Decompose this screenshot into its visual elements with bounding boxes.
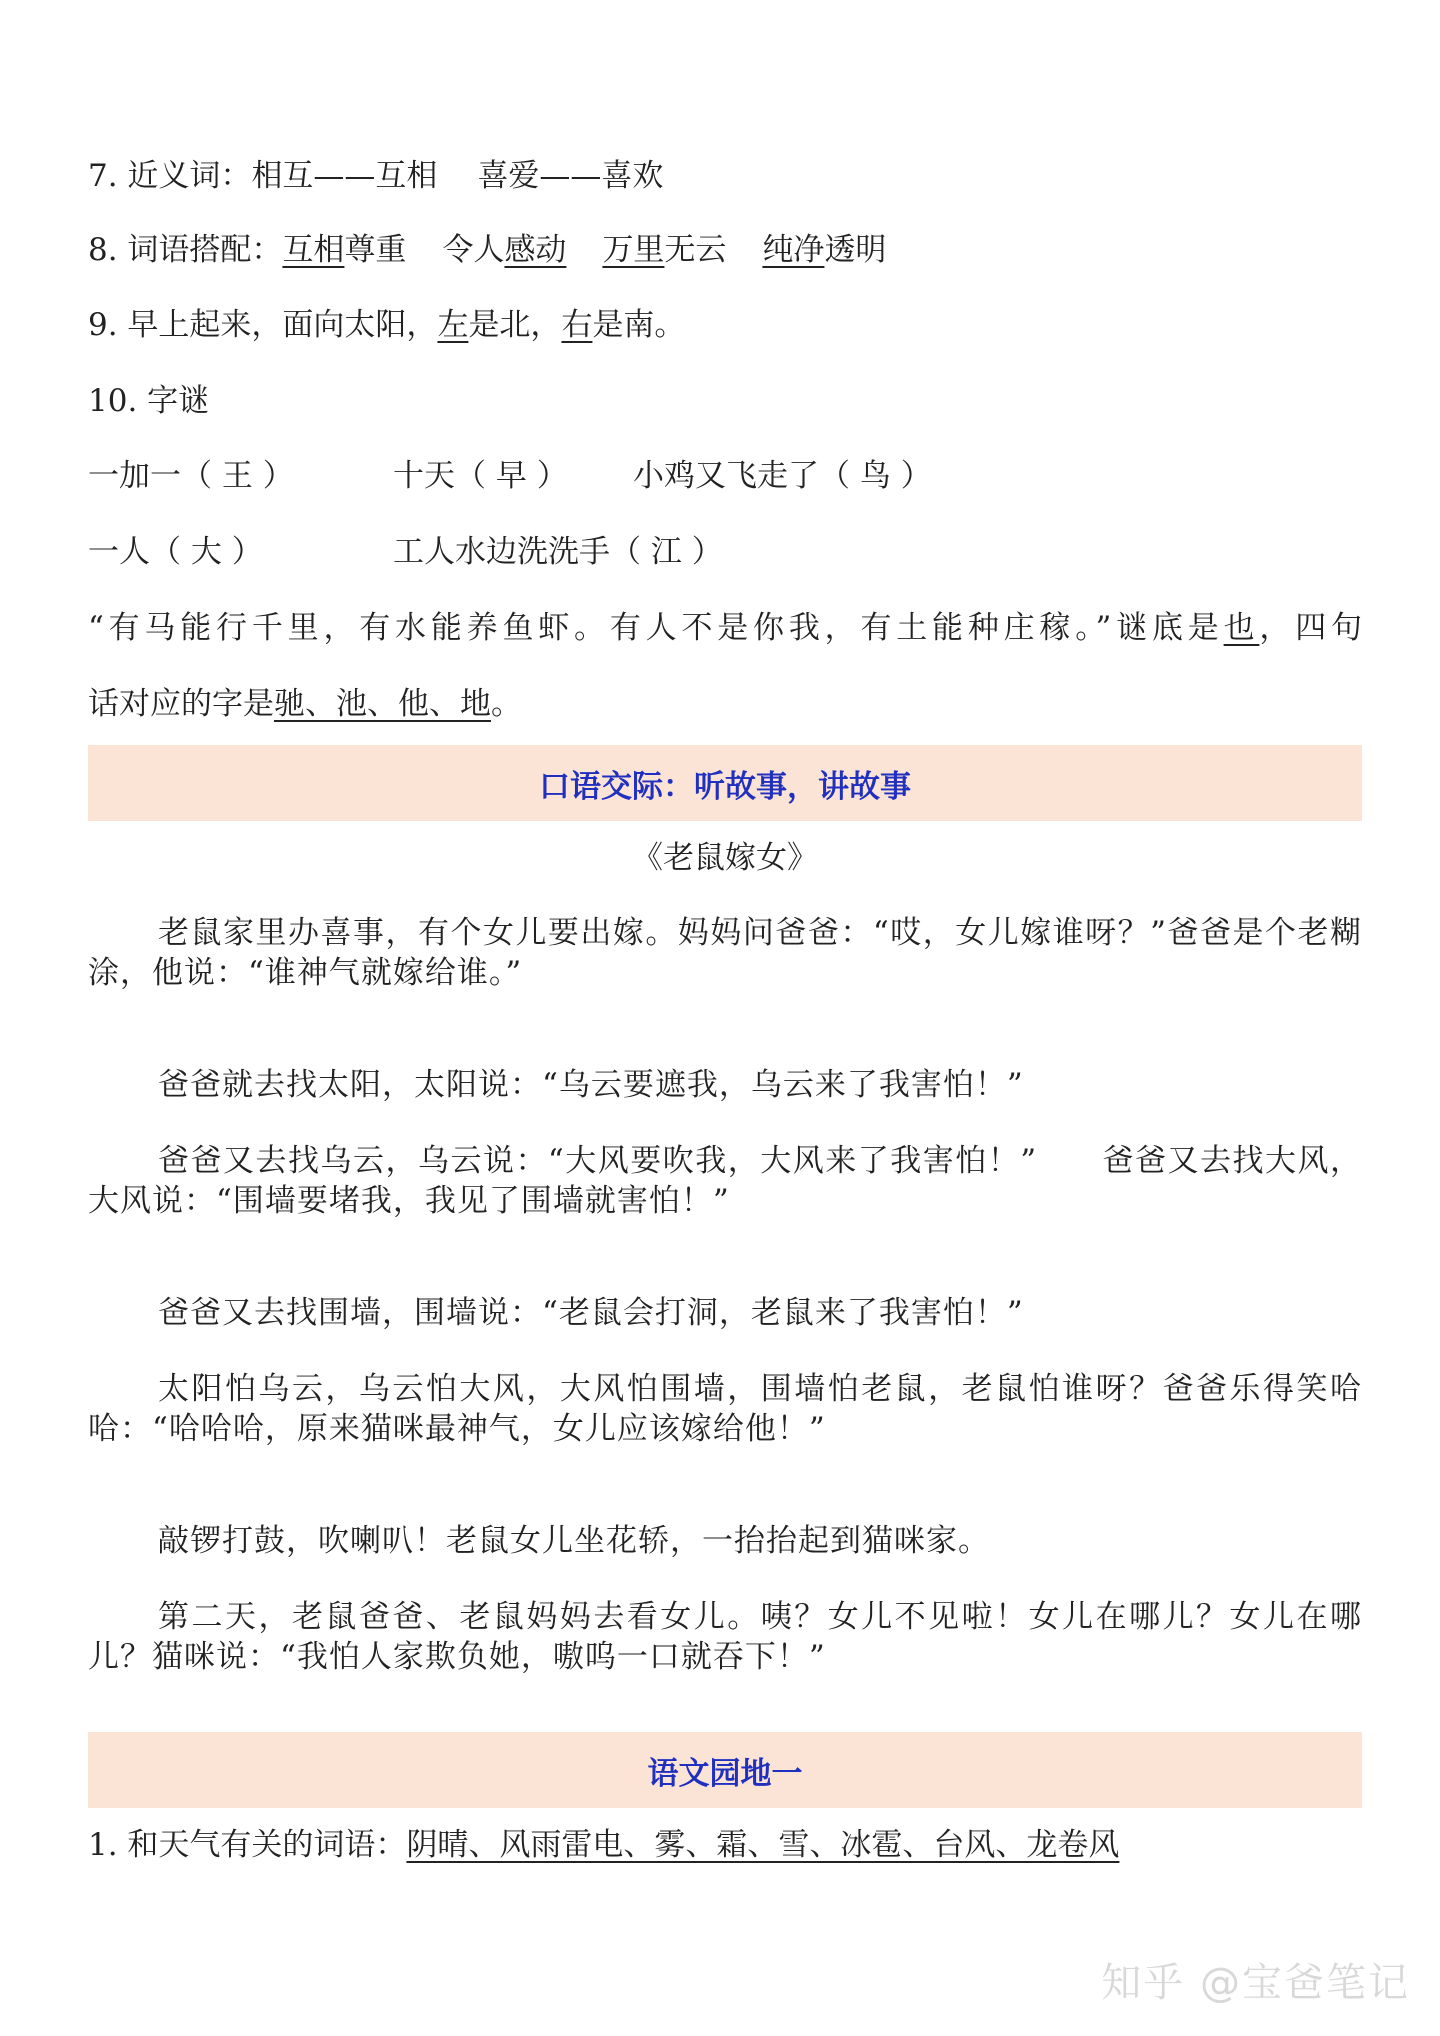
riddle-poem-text-c: 话对应的字是 bbox=[88, 686, 274, 722]
riddle-poem-chars: 驰、池、他、地 bbox=[274, 686, 491, 722]
section-oral-heading: 口语交际：听故事，讲故事 bbox=[539, 768, 911, 805]
synonyms-pair-1: 相互——互相 bbox=[251, 158, 438, 194]
collocation-3-text: 无云 bbox=[664, 232, 727, 268]
story-paragraph-2: 爸爸就去找太阳，太阳说：“乌云要遮我，乌云来了我害怕！” bbox=[158, 1067, 1024, 1103]
story-paragraph-1: 老鼠家里办喜事，有个女儿要出嫁。妈妈问爸爸：“哎，女儿嫁谁呀？”爸爸是个老糊涂，他说：“谁神气就嫁给谁。” bbox=[88, 915, 1362, 991]
story-title: 《老鼠嫁女》 bbox=[632, 840, 818, 876]
riddle-poem-text-d: 。 bbox=[491, 686, 522, 722]
riddle-row-2 bbox=[88, 532, 723, 572]
section-garden-heading-banner bbox=[88, 1732, 1362, 1808]
collocation-4-underlined: 纯净 bbox=[762, 232, 825, 268]
riddle-poem-answer: 也 bbox=[1223, 610, 1260, 646]
riddle-3: 小鸡又飞走了（ 鸟 ） bbox=[633, 458, 932, 494]
collocation-3-underlined: 万里 bbox=[602, 232, 665, 268]
collocation-1-underlined: 互相 bbox=[282, 232, 345, 268]
collocation-label: 8. 词语搭配： bbox=[88, 232, 283, 268]
section-oral-heading-banner bbox=[88, 745, 1362, 821]
riddle-1: 一加一（ 王 ） bbox=[88, 458, 294, 494]
weather-words-line bbox=[88, 1825, 1119, 1865]
direction-text-c: 是南。 bbox=[592, 307, 686, 343]
riddle-label: 10. 字谜 bbox=[88, 383, 210, 419]
section-garden-heading: 语文园地一 bbox=[647, 1755, 803, 1792]
riddle-poem-line-1 bbox=[88, 608, 1362, 648]
direction-left: 左 bbox=[437, 307, 469, 343]
story-paragraph-6: 敲锣打鼓，吹喇叭！老鼠女儿坐花轿，一抬抬起到猫咪家。 bbox=[158, 1523, 990, 1559]
collocation-line bbox=[88, 230, 886, 270]
riddle-poem-line-2 bbox=[88, 684, 522, 724]
synonyms-line bbox=[88, 156, 663, 196]
riddle-5: 工人水边洗洗手（ 江 ） bbox=[393, 534, 723, 570]
weather-words: 阴晴、风雨雷电、雾、霜、雪、冰雹、台风、龙卷风 bbox=[406, 1827, 1120, 1863]
direction-line bbox=[88, 305, 685, 345]
synonyms-label: 7. 近义词： bbox=[88, 158, 252, 194]
riddle-poem-text-b: ，四句 bbox=[1259, 610, 1363, 646]
direction-text-a: 9. 早上起来，面向太阳， bbox=[88, 307, 438, 343]
riddle-poem-text: “有马能行千里，有水能养鱼虾。有人不是你我，有土能种庄稼。”谜底是 bbox=[88, 610, 1224, 646]
collocation-4-text: 透明 bbox=[824, 232, 887, 268]
direction-text-b: 是北， bbox=[468, 307, 562, 343]
story-paragraph-7: 第二天，老鼠爸爸、老鼠妈妈去看女儿。咦？女儿不见啦！女儿在哪儿？女儿在哪儿？猫咪说：“我怕人家欺负她，嗷呜一口就吞下！” bbox=[88, 1599, 1362, 1675]
story-paragraph-3: 爸爸又去找乌云，乌云说：“大风要吹我，大风来了我害怕！” 爸爸又去找大风，大风说：“围墙要堵我，我见了围墙就害怕！” bbox=[88, 1143, 1362, 1219]
weather-label: 1. 和天气有关的词语： bbox=[88, 1827, 407, 1863]
story-paragraph-4: 爸爸又去找围墙，围墙说：“老鼠会打洞，老鼠来了我害怕！” bbox=[158, 1295, 1024, 1331]
direction-right: 右 bbox=[561, 307, 593, 343]
collocation-1-text: 尊重 bbox=[344, 232, 407, 268]
story-paragraph-5: 太阳怕乌云，乌云怕大风，大风怕围墙，围墙怕老鼠，老鼠怕谁呀？爸爸乐得笑哈哈：“哈哈哈，原来猫咪最神气，女儿应该嫁给他！” bbox=[88, 1371, 1362, 1447]
zhihu-watermark: 知乎 @宝爸笔记 bbox=[1101, 1960, 1410, 2006]
collocation-2-underlined: 感动 bbox=[504, 232, 567, 268]
riddle-4: 一人（ 大 ） bbox=[88, 534, 263, 570]
collocation-2-text: 令人 bbox=[442, 232, 505, 268]
riddle-2: 十天（ 早 ） bbox=[393, 458, 568, 494]
riddle-row-1 bbox=[88, 456, 932, 496]
synonyms-pair-2: 喜爱——喜欢 bbox=[477, 158, 664, 194]
